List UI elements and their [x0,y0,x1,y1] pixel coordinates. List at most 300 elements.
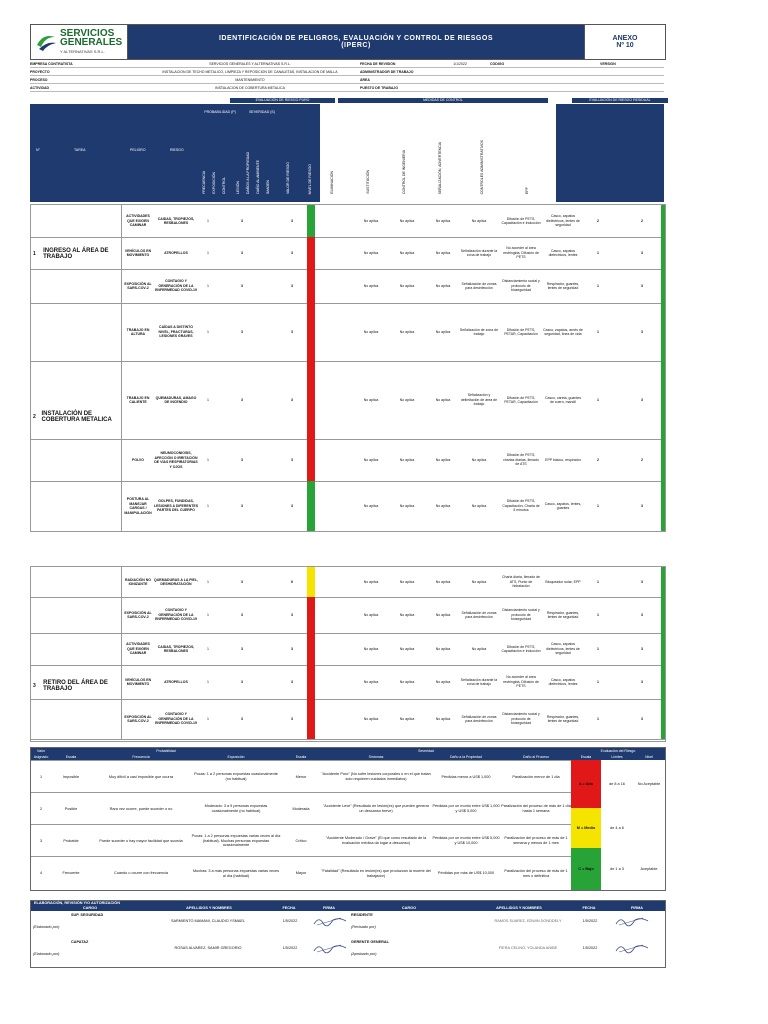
legend-v-cell: 1 [39,774,43,779]
residual-level-indicator [661,481,665,531]
prob-cell: 1 [207,218,209,223]
elim-cell: No aplica [363,503,379,508]
ing-cell: No aplica [435,716,451,721]
sev-cell: 3 [241,329,243,334]
legend-sub-escala: Escala [51,754,91,760]
ing-cell: No aplica [435,612,451,617]
col-valor: VALOR DE RIESGO [286,161,290,194]
signer-nombre: SARMIENTO MAMANI, CLAUDIO YSMAEL [170,919,246,923]
ing-cell: No aplica [435,679,451,684]
sev-cell: 3 [241,250,243,255]
adm-cell: No acceder al área restringida, Difusión de PETS [503,675,539,689]
adm-cell: No acceder al área restringida, Difusión de PETS [503,246,539,260]
eval-limits-cell: de 8 a 16 [609,782,625,786]
sust-cell: No aplica [399,716,415,721]
prob-cell: 1 [207,250,209,255]
riesgo-cell: CONTAGIO Y GENERACIÓN DE LA ENFERMEDAD COVID-19 [155,608,197,622]
col-sustitucion: SUSTITUCIÓN [366,170,370,194]
eval-nivel-cell: Aceptable [640,867,658,871]
peligro-cell: POLVO [132,457,144,462]
legend-sub-limites: Límites [601,754,633,760]
legend-frec-cell: Puede suceder o hay mayor facilidad que suceda [99,838,183,843]
proceso-value: MANTENIMIENTO [235,77,265,82]
sen-cell: No aplica [471,579,487,584]
risk-level-indicator [307,269,315,303]
actividad-value: INSTALACION DE COBERTURA METALICA [215,85,285,90]
sen-cell: No aplica [471,646,487,651]
epp-cell: Bloqueador solar, EPP [545,579,581,584]
risk-row [31,567,665,598]
residual-level-indicator [661,665,665,699]
prob-cell: 1 [207,579,209,584]
fecha-label: FECHA DE REVISIÓN [360,61,396,66]
col-control: CONTROL [222,176,226,194]
signature-block [30,900,666,968]
valor-cell: 3 [291,503,293,508]
col-nivel: NIVEL DE RIESGO [308,163,312,194]
valor-cell: 6 [291,579,293,584]
elim-cell: No aplica [363,283,379,288]
eval-limits-cell: de 4 a 6 [610,826,624,830]
prob-cell: 1 [207,397,209,402]
signature-mark-icon [313,915,347,927]
area-label: ÁREA [360,77,370,82]
peligro-cell: VEHÍCULOS EN MOVIMIENTO [124,248,152,257]
legend-sint-cell: "Accidente Moderado / Grave" (El que como resultado de la evaluación médica da lugar a descanso) [325,836,427,845]
residual-level-indicator [661,269,665,303]
eval-nivel-cell [633,808,665,848]
prob-cell: 1 [207,329,209,334]
adm-cell: Distanciamiento social y protocolo de bioseguridad [502,712,540,726]
epp-cell: Casco, zapatos dieléctricos, lentes de seguridad [546,214,580,228]
signer-cargo: CAPATAZ [71,940,89,944]
peligro-cell: EXPOSICIÓN AL SARS-COV-2 [124,281,152,290]
legend-prop-cell: Pérdidas por más de US$ 10,000 [437,871,495,876]
risk-level-indicator [307,481,315,531]
risk-level-indicator [307,439,315,481]
signature-mark-icon [615,915,649,927]
residual-prob-cell: 2 [597,218,599,223]
col-control-adm: CONTROLES ADMINISTRATIVOS [480,139,484,194]
legend-sub-escala3: Escala [571,754,601,760]
sust-cell: No aplica [399,329,415,334]
signer-cargo: RESIDENTE [351,913,373,917]
riesgo-cell: CAIDAS, TROPIEZOS, RESBALONES [157,216,195,225]
residual-prob-cell: 1 [597,646,599,651]
valor-cell: 3 [291,283,293,288]
sen-cell: Señalización de zonas para desinfección [461,714,497,723]
signature-col-header: FECHA [569,906,609,911]
peligro-cell: ACTIVIDADES QUE EXIGEN CAMINAR [126,214,150,228]
riesgo-cell: CAIDAS, TROPIEZOS, RESBALONES [157,644,195,653]
riesgo-cell: QUEMADURAS A LA PIEL, DESHIDRATACIÓN [154,577,198,586]
sen-cell: No aplica [471,503,487,508]
signature-col-header: CARGO [31,906,149,911]
risk-level-indicator [307,361,315,439]
legend-table [30,747,666,891]
valor-cell: 3 [291,397,293,402]
peligro-cell: TRABAJO EN ALTURA [126,327,150,336]
title-line2: (IPERC) [341,42,371,49]
col-danos: DAÑOS A LA PROPIEDAD [246,151,250,194]
prob-cell: 1 [207,646,209,651]
residual-prob-cell: 2 [597,457,599,462]
legend-sint-cell: "Accidente Puro" (No sufre lesiones corporales o en el que tratan solo requieren cuidados inmediatos) [321,772,431,781]
residual-valor-cell: 3 [641,503,643,508]
sust-cell: No aplica [399,679,415,684]
measures-header [320,104,556,202]
ing-cell: No aplica [435,283,451,288]
legend-sub-escala2: Escala [281,754,321,760]
info-row-proceso [30,76,664,84]
valor-cell: 3 [291,218,293,223]
sev-cell: 3 [241,679,243,684]
sen-cell: Señalización de zona de trabajo [459,327,499,336]
col-control-ing: CONTROL DE INGENIERÍA [402,149,406,194]
legend-esc-cell: Posible [64,806,78,811]
annex-number: Nº 10 [616,42,634,49]
proyecto-value: INSTALACION DE TECHO METALICO, LIMPIEZA Y REPOSICION DE CANALETAS, INSTALACION DE MALLA [162,69,338,74]
residual-valor-cell: 3 [641,283,643,288]
col-imagen: IMAGEN [266,180,270,194]
signer-nombre: FIERA CELINO, YOLANDA ANIBE [498,946,558,950]
empresa-label: EMPRESA CONTRATISTA [30,61,73,66]
empresa-value: SERVICIOS GENERALES Y ALTERNATIVAS S.R.L. [209,61,291,66]
residual-valor-cell: 2 [641,457,643,462]
col-n: N° [36,148,40,152]
residual-level-indicator [661,237,665,269]
sev-cell: 3 [241,457,243,462]
elim-cell: No aplica [363,397,379,402]
logo-line2: GENERALES [60,36,123,48]
epp-cell: Respirador, guantes, lentes de seguridad [546,281,580,290]
eval-label-cell: M = Medio [571,808,601,848]
residual-level-indicator [661,567,665,597]
residual-level-indicator [661,439,665,481]
residual-prob-cell: 1 [597,283,599,288]
sev-cell: 3 [241,397,243,402]
residual-level-indicator [661,303,665,361]
epp-cell: Respirador, guantes, lentes de seguridad [546,610,580,619]
residual-valor-cell: 3 [641,329,643,334]
residual-level-indicator [661,361,665,439]
epp-cell: Casco, careta, guantes de cuero, mandil [545,395,581,404]
legend-sev-cell: Crítico [295,838,307,843]
epp-cell: Casco, zapatos, arnés de seguridad, línea de vida [543,327,583,336]
legend-sev-cell: Moderada [292,806,310,811]
risk-row [31,597,665,634]
risk-row [31,699,665,740]
legend-sub-sintomas: Síntomas [321,754,431,760]
fecha-value: 1/1/2022 [453,61,467,66]
residual-prob-cell: 1 [597,716,599,721]
legend-frec-cell: Rara vez ocurre, puede suceder o no [109,806,173,811]
legend-sub-dano-prop: Daño a la Propiedad [431,754,501,760]
col-peligro: PELIGRO [130,148,146,152]
sust-cell: No aplica [399,503,415,508]
proceso-label: PROCESO [30,77,48,82]
residual-valor-cell: 3 [641,579,643,584]
sev-cell: 3 [241,579,243,584]
sust-cell: No aplica [399,250,415,255]
actividad-label: ACTIVIDAD [30,85,50,90]
document-title [128,25,584,59]
task-number: 3 [33,683,36,689]
signer-fecha: 1/5/2022 [282,946,298,950]
sen-cell: Señalización durante la zona de trabajo [460,248,498,257]
version-label: VERSIÓN [600,61,616,66]
risk-row [31,361,665,440]
legend-valor: Valor Asignado [31,748,51,760]
col-senal: SEÑALIZACIÓN, ADVERTENCIA [438,141,442,194]
risk-level-indicator [307,597,315,633]
task-name: INGRESO AL ÁREA DE TRABAJO [43,248,109,260]
sev-cell: 3 [241,503,243,508]
riesgo-cell: CAÍDAS A DISTINTO NIVEL, FRACTURAS, LESIONES GRAVES [158,325,194,339]
ing-cell: No aplica [435,397,451,402]
legend-row [31,856,571,890]
ing-cell: No aplica [435,457,451,462]
eval-label-cell: C = Bajo [571,848,601,890]
signer-fecha: 1/5/2022 [582,919,598,923]
prob-cell: 1 [207,457,209,462]
legend-exp-cell: Pocas: 1 a 2 personas expuestas ocasionalmente (no habitual) [194,772,278,781]
signer-cargo: SUP. SEGURIDAD [71,913,104,917]
riesgo-cell: CONTAGIO Y GENERACIÓN DE LA ENFERMEDAD COVID-19 [155,279,197,293]
signer-rol: (Revisado por) [351,925,376,929]
risk-level-indicator [307,665,315,699]
sen-cell: No aplica [471,218,487,223]
legend-sub-frecuencia: Frecuencia [91,754,191,760]
risk-row [31,205,665,238]
ing-cell: No aplica [435,503,451,508]
risk-level-indicator [307,633,315,665]
legend-prop-cell: Pérdidas por un monto entre US$ 5,000 y US$ 10,000 [432,836,500,845]
sev-cell: 3 [241,646,243,651]
sev-cell: 3 [241,612,243,617]
adm-cell: Difusión de PETS, charlas diarias, llenado de ATS [503,453,539,467]
ing-cell: No aplica [435,218,451,223]
col-probabilidad: PROBABILIDAD (P) [204,110,236,114]
valor-cell: 3 [291,457,293,462]
info-section [30,60,664,92]
peligro-cell: EXPOSICIÓN AL SARS-COV-2 [124,610,152,619]
sust-cell: No aplica [399,579,415,584]
residual-prob-cell: 1 [597,679,599,684]
elim-cell: No aplica [363,646,379,651]
sust-cell: No aplica [399,646,415,651]
task-name: RETIRO DEL ÁREA DE TRABAJO [43,680,108,692]
ing-cell: No aplica [435,579,451,584]
epp-cell: Casco, zapatos, lentes, guantes [544,501,582,510]
adm-cell: Difusión de PETS, PETAR, Capacitación [504,395,538,404]
adm-cell: Charla diaria, llenado de ATS, Punto de hidratación [502,575,540,589]
residual-prob-cell: 1 [597,503,599,508]
legend-esc-cell: Frecuente [62,871,80,876]
elim-cell: No aplica [363,218,379,223]
legend-proc-cell: Paralización del proceso de más de 1 día hasta 1 semana [501,804,571,813]
legend-row [31,792,571,825]
sen-cell: Señalización de zonas para desinfección [461,610,497,619]
risk-row [31,237,665,270]
title-line1: IDENTIFICACIÓN DE PELIGROS, EVALUACIÓN Y CONTROL DE RIESGOS [218,35,493,42]
residual-prob-cell: 1 [597,579,599,584]
risk-level-indicator [307,205,315,237]
residual-valor-cell: 3 [641,397,643,402]
legend-sev: Severidad [281,748,571,754]
sust-cell: No aplica [399,283,415,288]
legend-esc-cell: Imposible [62,774,80,779]
adm-cell: Difusión de PETS, PETAR, Capacitación [504,327,538,336]
elim-cell: No aplica [363,329,379,334]
signature-header: ELABORACIÓN, REVISIÓN Y/O AUTORIZACIÓN [31,901,665,906]
legend-prob: Probabilidad [51,748,281,754]
legend-frec-cell: Muy difícil a casi imposible que ocurra [108,774,174,779]
signer-rol: (Aprobado por) [351,952,377,956]
valor-cell: 3 [291,250,293,255]
residual-prob-cell: 1 [597,329,599,334]
legend-frec-cell: Cuando u ocurre con frecuencia [113,871,169,876]
sev-cell: 3 [241,283,243,288]
elim-cell: No aplica [363,579,379,584]
legend-prop-cell: Pérdidas menor a US$ 1,000 [441,774,491,779]
signer-fecha: 1/5/2022 [282,919,298,923]
col-eliminacion: ELIMINACIÓN [330,171,334,194]
legend-sub-nivel: Nivel [633,754,665,760]
signature-mark-icon [313,942,347,954]
residual-prob-cell: 1 [597,397,599,402]
adm-cell: Difusión de PETS, Capacitación e Inducción [501,216,541,225]
risk-row [31,665,665,700]
legend-row [31,824,571,857]
sen-cell: No aplica [471,457,487,462]
peligro-cell: EXPOSICIÓN AL SARS-COV-2 [124,714,152,723]
risk-row [31,269,665,304]
task-number: 1 [33,251,36,257]
col-riesgo: RIESGO [170,148,184,152]
valor-cell: 3 [291,716,293,721]
residual-valor-cell: 2 [641,218,643,223]
residual-valor-cell: 3 [641,679,643,684]
epp-cell: Casco, zapatos dieléctricos, lentes [548,248,578,257]
sust-cell: No aplica [399,218,415,223]
sev-cell: 3 [241,716,243,721]
prob-cell: 1 [207,283,209,288]
signature-mark-icon [615,942,649,954]
valor-cell: 3 [291,646,293,651]
sust-cell: No aplica [399,457,415,462]
document-header [30,24,666,60]
info-row-proyecto [30,68,664,76]
legend-exp-cell: Muchas: 3 a más personas expuestas varias veces al día (habitual) [192,868,280,878]
legend-esc-cell: Probable [63,838,79,843]
logo-line1: SERVICIOS [60,27,115,39]
risk-table-page2 [30,566,666,742]
signature-col-header: APELLIDOS Y NOMBRES [469,906,569,911]
signer-nombre: RAMOS SUAREZ, EDWIN DONDDELY [494,919,562,923]
col-medio: DAÑO AL AMBIENTE [256,160,260,194]
elim-cell: No aplica [363,679,379,684]
signature-col-header: FIRMA [609,906,665,911]
peligro-cell: TRABAJO EN CALIENTE [126,395,150,404]
prob-cell: 1 [207,716,209,721]
adm-cell: Distanciamiento social y protocolo de bioseguridad [502,608,540,622]
legend-sint-cell: "Fatalidad" (Resultado en lesión(es) que produzcan la muerte del trabajador) [321,868,431,878]
legend-proc-cell: Paralización menor de 1 día [512,774,560,779]
legend-proc-cell: Paralización del proceso de más de 1 semana y menos de 1 mes [504,836,568,845]
signature-col-header: FECHA [269,906,309,911]
risk-level-indicator [307,699,315,739]
residual-valor-cell: 3 [641,646,643,651]
legend-v-cell: 3 [39,838,43,843]
legend-sev-cell: Mayor [295,871,307,876]
riesgo-cell: QUEMADURAS, AMAGO DE INCENDIO [155,395,197,404]
residual-level-indicator [661,699,665,739]
band-eval-puro: EVALUACIÓN DE RIESGO PURO [230,98,335,103]
risk-row [31,439,665,482]
eval-nivel-cell: No Aceptable [637,782,661,786]
annex-label: ANEXO [612,35,638,42]
risk-row [31,633,665,666]
risk-level-indicator [307,303,315,361]
ing-cell: No aplica [435,329,451,334]
proyecto-label: PROYECTO [30,69,50,74]
legend-proc-cell: Paralización del proceso de más de 1 mes o definitiva [504,868,568,878]
sen-cell: Señalización de zonas para desinfección [461,281,497,290]
logo-swoosh-icon [35,31,57,53]
sev-cell: 3 [241,218,243,223]
risk-table-page1 [30,204,666,532]
signer-cargo: GERENTE GENERAL [351,940,389,944]
col-severidad: SEVERIDAD (S) [249,110,275,114]
riesgo-cell: GOLPES, FUNDIDAS, LESIONES A DIFERENTES PARTES DEL CUERPO [153,499,199,513]
elim-cell: No aplica [363,250,379,255]
sust-cell: No aplica [399,397,415,402]
risk-row [31,303,665,362]
residual-level-indicator [661,205,665,237]
epp-cell: Respirador, guantes, lentes de seguridad [546,714,580,723]
info-row-empresa [30,60,664,68]
col-lesion: LESIÓN [236,181,240,194]
elim-cell: No aplica [363,716,379,721]
residual-level-indicator [661,597,665,633]
risk-level-indicator [307,237,315,269]
riesgo-cell: NEUMOCONIOSIS, AFECCIÓN O IRRITACIÓN DE VÍAS RESPIRATORIAS Y OJOS [154,451,198,469]
col-epp: EPP [525,186,529,194]
signature-col-header: APELLIDOS Y NOMBRES [149,906,269,911]
ing-cell: No aplica [435,250,451,255]
prob-cell: 1 [207,679,209,684]
residual-level-indicator [661,633,665,665]
peligro-cell: POSTURA AL MANEJAR CARGAS / MANIPULACIÓN [124,497,152,515]
prob-cell: 1 [207,503,209,508]
signature-col-header: CARGO [349,906,469,911]
codigo-label: CÓDIGO [490,61,505,66]
sust-cell: No aplica [399,612,415,617]
legend-sub-exposicion: Exposición [191,754,281,760]
eval-limits-cell: de 1 a 3 [610,867,624,871]
elim-cell: No aplica [363,457,379,462]
col-exposicion: EXPOSICIÓN [212,172,216,194]
adm-cell: Difusión de PETS, Capacitación, Charla de 5 minutos [502,499,540,513]
sen-cell: Señalización durante la zona de trabajo [460,677,498,686]
prob-cell: 1 [207,612,209,617]
legend-sub-dano-proc: Daño al Proceso [501,754,571,760]
peligro-cell: RADIACIÓN NO IONIZANTE [124,577,152,586]
risk-level-indicator [307,567,315,597]
admin-label: ADMINISTRADOR DE TRABAJO [360,69,414,74]
peligro-cell: VEHÍCULOS EN MOVIMIENTO [124,677,152,686]
